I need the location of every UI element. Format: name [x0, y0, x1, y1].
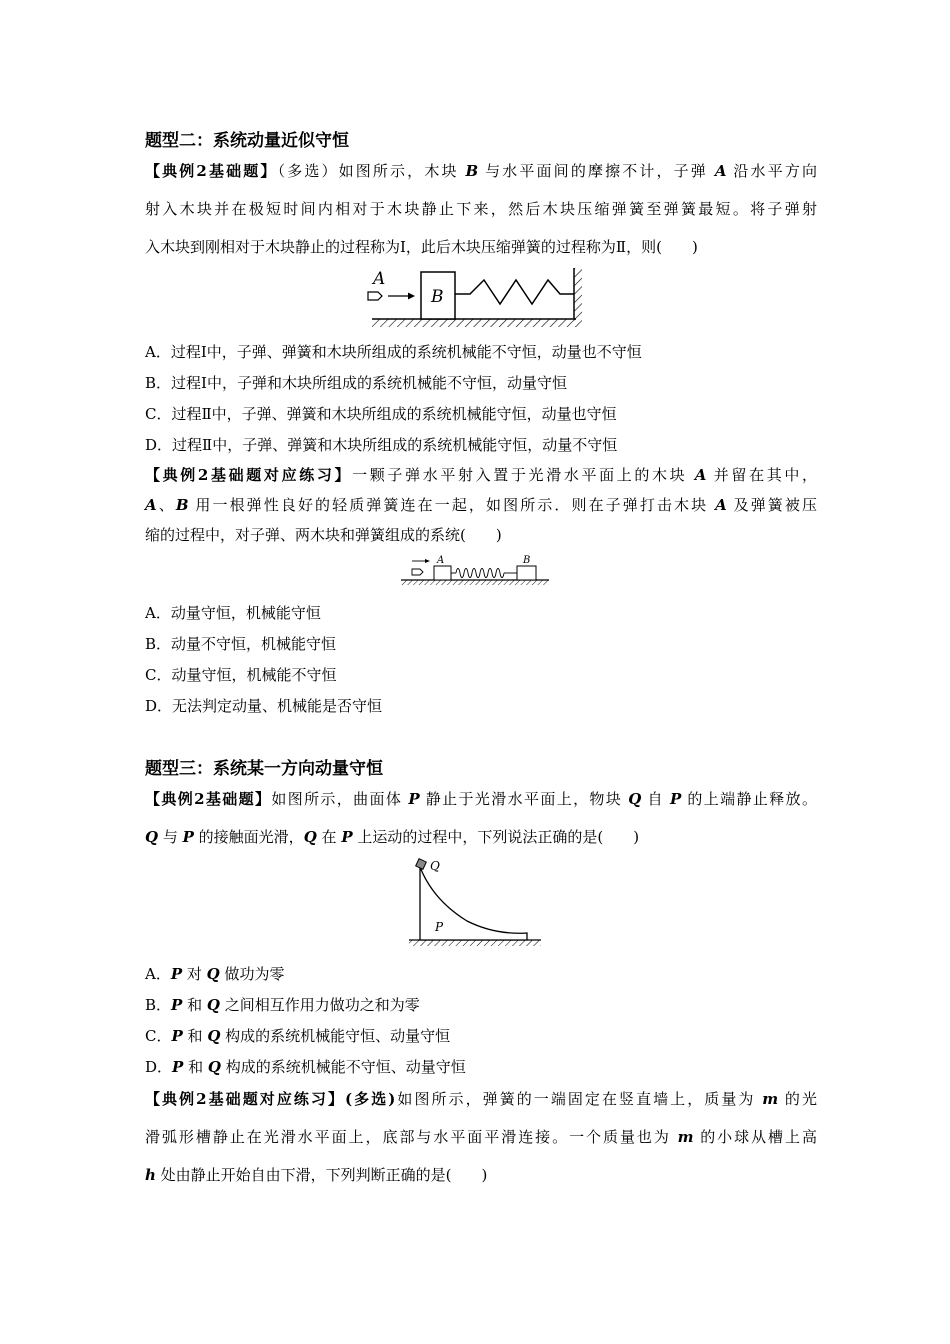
- s3-ex1-option-a: A．P 对 Q 做功为零: [145, 965, 285, 983]
- section-3-title: 题型三：系统某一方向动量守恒: [145, 759, 383, 779]
- figure-curved-body: [405, 855, 545, 947]
- s3-ex1-option-d: D．P 和 Q 构成的系统机械能不守恒、动量守恒: [145, 1058, 466, 1076]
- bullet-label: A: [373, 269, 386, 289]
- s2-ex2-line2: A、B 用一根弹性良好的轻质弹簧连在一起，如图所示．则在子弹打击木块 A 及弹簧被压: [145, 496, 817, 514]
- s2-ex2-option-c: C．动量守恒，机械能不守恒: [145, 666, 337, 684]
- s2-ex2-line3: 缩的过程中，对子弹、两木块和弹簧组成的系统( ): [145, 526, 502, 544]
- velocity-arrow-icon: [408, 293, 415, 300]
- s2-ex1-line3: 入木块到刚相对于木块静止的过程称为Ⅰ，此后木块压缩弹簧的过程称为Ⅱ，则( ): [145, 238, 698, 256]
- s3-ex2-line3: h 处由静止开始自由下滑，下列判断正确的是( ): [145, 1166, 488, 1184]
- bullet: [412, 569, 423, 575]
- body-p-label: P: [435, 920, 444, 934]
- s2-ex2-option-b: B．动量不守恒，机械能守恒: [145, 635, 337, 653]
- bullet: [368, 292, 382, 300]
- s2-ex2-line1: 【典例2基础题对应练习】一颗子弹水平射入置于光滑水平面上的木块 A 并留在其中，: [145, 466, 817, 484]
- s3-ex2-line2: 滑弧形槽静止在光滑水平面上，底部与水平面平滑连接。一个质量也为 m 的小球从槽上高: [145, 1128, 817, 1146]
- s3-ex1-line2: Q 与 P 的接触面光滑，Q 在 P 上运动的过程中，下列说法正确的是( ): [145, 828, 640, 846]
- s2-ex1-option-b: B．过程Ⅰ中，子弹和木块所组成的系统机械能不守恒，动量守恒: [145, 374, 567, 392]
- s2-ex1-option-d: D．过程Ⅱ中，子弹、弹簧和木块所组成的系统机械能守恒，动量不守恒: [145, 436, 618, 454]
- s2-ex2-tag: 【典例2基础题对应练习】: [145, 466, 353, 484]
- figure-two-blocks-spring: [395, 552, 555, 592]
- block-q: [416, 859, 427, 870]
- spring-coil: [456, 569, 504, 578]
- block-b-label: B: [431, 287, 444, 307]
- s3-ex1-option-b: B．P 和 Q 之间相互作用力做功之和为零: [145, 996, 420, 1014]
- s3-ex1-tag: 【典例2基础题】: [145, 790, 272, 808]
- s3-ex2-tag: 【典例2基础题对应练习】: [145, 1090, 346, 1108]
- block-b-label: B: [523, 555, 531, 566]
- section-2-title: 题型二：系统动量近似守恒: [145, 131, 349, 151]
- velocity-arrow-icon: [425, 559, 430, 563]
- s2-ex1-option-a: A．过程Ⅰ中，子弹、弹簧和木块所组成的系统机械能不守恒，动量也不守恒: [145, 343, 642, 361]
- s3-ex1-option-c: C．P 和 Q 构成的系统机械能守恒、动量守恒: [145, 1027, 451, 1045]
- block-a: [434, 566, 451, 580]
- block-a-label: A: [437, 555, 445, 566]
- s2-ex2-option-d: D．无法判定动量、机械能是否守恒: [145, 697, 383, 715]
- block-q-label: Q: [430, 859, 440, 873]
- s3-ex1-line1: 【典例2基础题】如图所示，曲面体 P 静止于光滑水平面上，物块 Q 自 P 的上端静止释放。: [145, 790, 817, 808]
- figure-bullet-block-spring: [360, 262, 595, 330]
- s2-ex2-option-a: A．动量守恒，机械能守恒: [145, 604, 321, 622]
- s2-ex1-tag: 【典例2基础题】: [145, 162, 278, 180]
- s2-ex1-line1: 【典例2基础题】（多选）如图所示，木块 B 与水平面间的摩擦不计，子弹 A 沿水平方向: [145, 162, 817, 180]
- s2-ex1-option-c: C．过程Ⅱ中，子弹、弹簧和木块所组成的系统机械能守恒，动量也守恒: [145, 405, 617, 423]
- s3-ex2-line1: 【典例2基础题对应练习】(多选)如图所示，弹簧的一端固定在竖直墙上，质量为 m 的光: [145, 1090, 817, 1108]
- s2-ex1-line2: 射入木块并在极短时间内相对于木块静止下来，然后木块压缩弹簧至弹簧最短。将子弹射: [145, 200, 817, 218]
- block-b: [517, 566, 536, 580]
- spring: [455, 280, 574, 304]
